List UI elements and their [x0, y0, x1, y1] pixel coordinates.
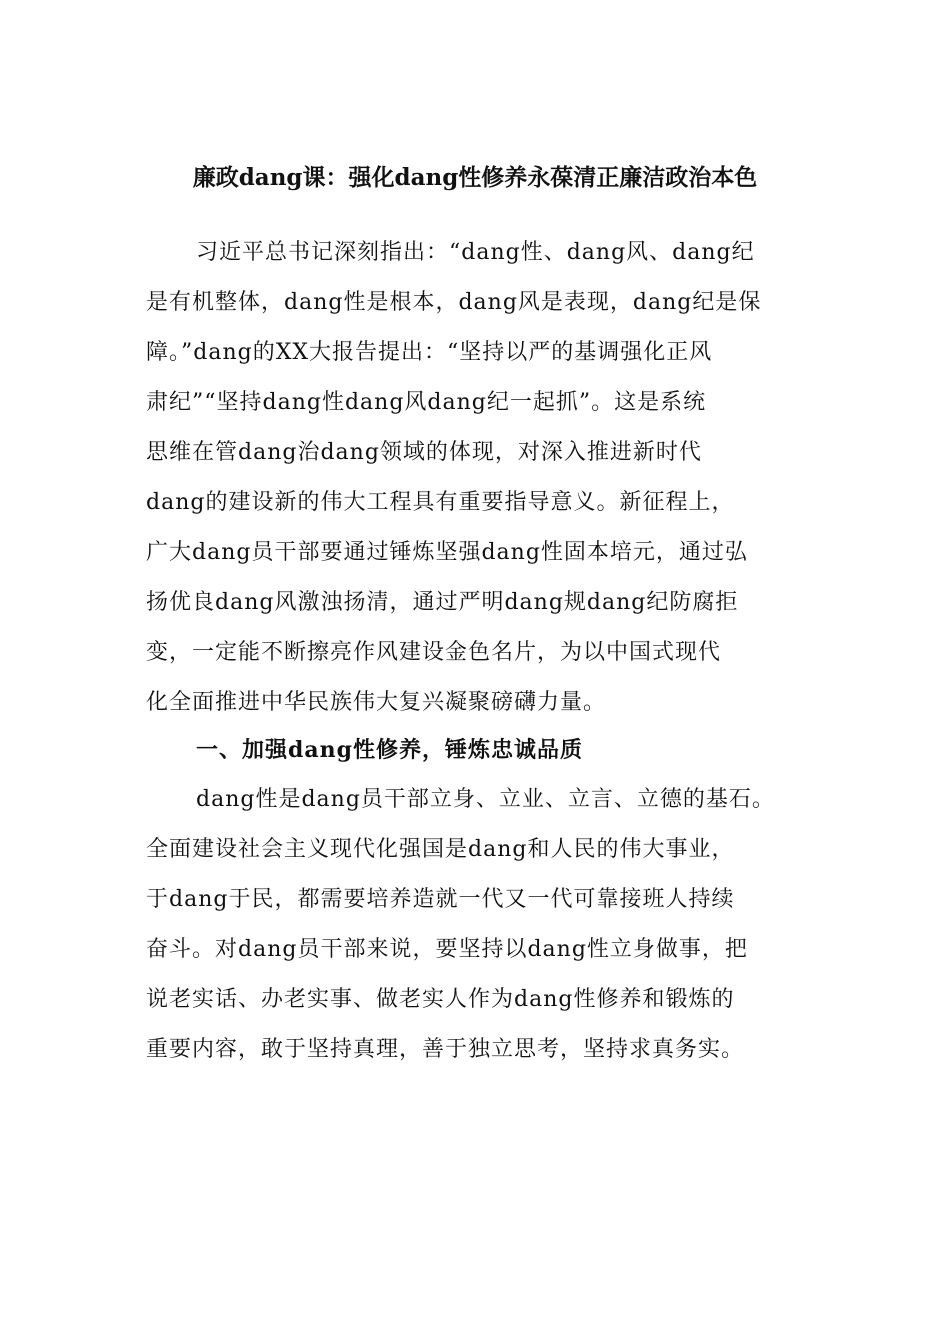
paragraph-1: [146, 228, 826, 728]
paragraph-2: [146, 775, 826, 1075]
paragraph-line: 全面建设社会主义现代化强国是dang和人民的伟大事业，: [146, 837, 735, 862]
paragraph-line: 说老实话、办老实事、做老实人作为dang性修养和锻炼的: [146, 987, 735, 1012]
paragraph-line: 肃纪”“坚持dang性dang风dang纪一起抓”。这是系统: [146, 390, 707, 415]
paragraph-line: 障。”dang的XX大报告提出：“坚持以严的基调强化正风: [146, 340, 713, 365]
paragraph-line: dang性是dang员干部立身、立业、立言、立德的基石。: [196, 787, 775, 812]
paragraph-line: 奋斗。对dang员干部来说，要坚持以dang性立身做事，把: [146, 937, 748, 962]
paragraph-line: 扬优良dang风激浊扬清，通过严明dang规dang纪防腐拒: [146, 590, 739, 615]
paragraph-line: 重要内容，敢于坚持真理，善于独立思考，坚持求真务实。: [146, 1037, 745, 1062]
paragraph-line: 广大dang员干部要通过锤炼坚强dang性固本培元，通过弘: [146, 540, 748, 565]
paragraph-line: 于dang于民，都需要培养造就一代又一代可靠接班人持续: [146, 887, 735, 912]
paragraph-line: 思维在管dang治dang领域的体现，对深入推进新时代: [146, 440, 702, 465]
section-heading-1: [146, 725, 826, 775]
paragraph-line: dang的建设新的伟大工程具有重要指导意义。新征程上，: [146, 490, 735, 515]
paragraph-line: 习近平总书记深刻指出：“dang性、dang风、dang纪: [196, 240, 755, 265]
paragraph-line: 变，一定能不断擦亮作风建设金色名片，为以中国式现代: [146, 640, 722, 665]
paragraph-line: 是有机整体，dang性是根本，dang风是表现，dang纪是保: [146, 290, 762, 315]
paragraph-line: 化全面推进中华民族伟大复兴凝聚磅礴力量。: [146, 690, 607, 715]
document-title: 廉政dang课：强化dang性修养永葆清正廉洁政治本色: [192, 164, 758, 191]
section-heading-text: 一、加强dang性修养，锤炼忠诚品质: [196, 737, 584, 763]
